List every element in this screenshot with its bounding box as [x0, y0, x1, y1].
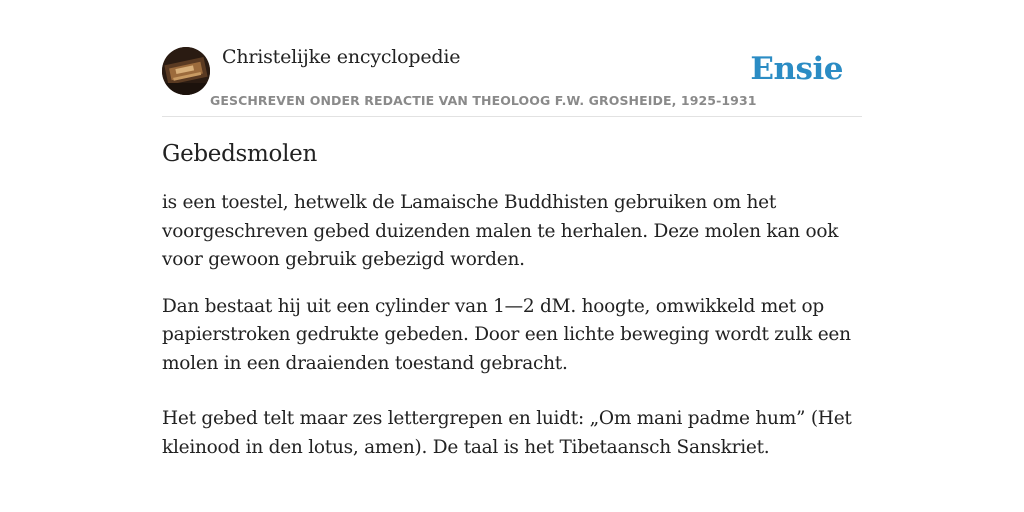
- header: [162, 44, 862, 117]
- brand-logo[interactable]: Ensie: [750, 51, 843, 87]
- book-cover-thumbnail-icon[interactable]: [162, 47, 210, 95]
- publication-title[interactable]: Christelijke encyclopedie: [222, 46, 461, 68]
- entry-paragraph: is een toestel, hetwelk de Lamaische Buddhisten gebruiken om het voorgeschreven gebed duizenden malen te herhalen. Deze molen kan ook voor gewoon gebruik gebezigd worden.: [162, 192, 839, 270]
- publication-subtitle: GESCHREVEN ONDER REDACTIE VAN THEOLOOG F.W. GROSHEIDE, 1925-1931: [210, 93, 757, 108]
- entry-paragraph: Het gebed telt maar zes lettergrepen en luidt: „Om mani padme hum” (Het kleinood in den lotus, amen). De taal is het Tibetaansch Sanskriet.: [162, 408, 852, 458]
- entry-paragraph: Dan bestaat hij uit een cylinder van 1—2 dM. hoogte, omwikkeld met op papierstroken gedrukte gebeden. Door een lichte beweging wordt zulk een molen in een draaienden toestand gebracht.: [162, 295, 851, 374]
- entry-card: [162, 44, 862, 462]
- page-title: Gebedsmolen: [162, 141, 317, 167]
